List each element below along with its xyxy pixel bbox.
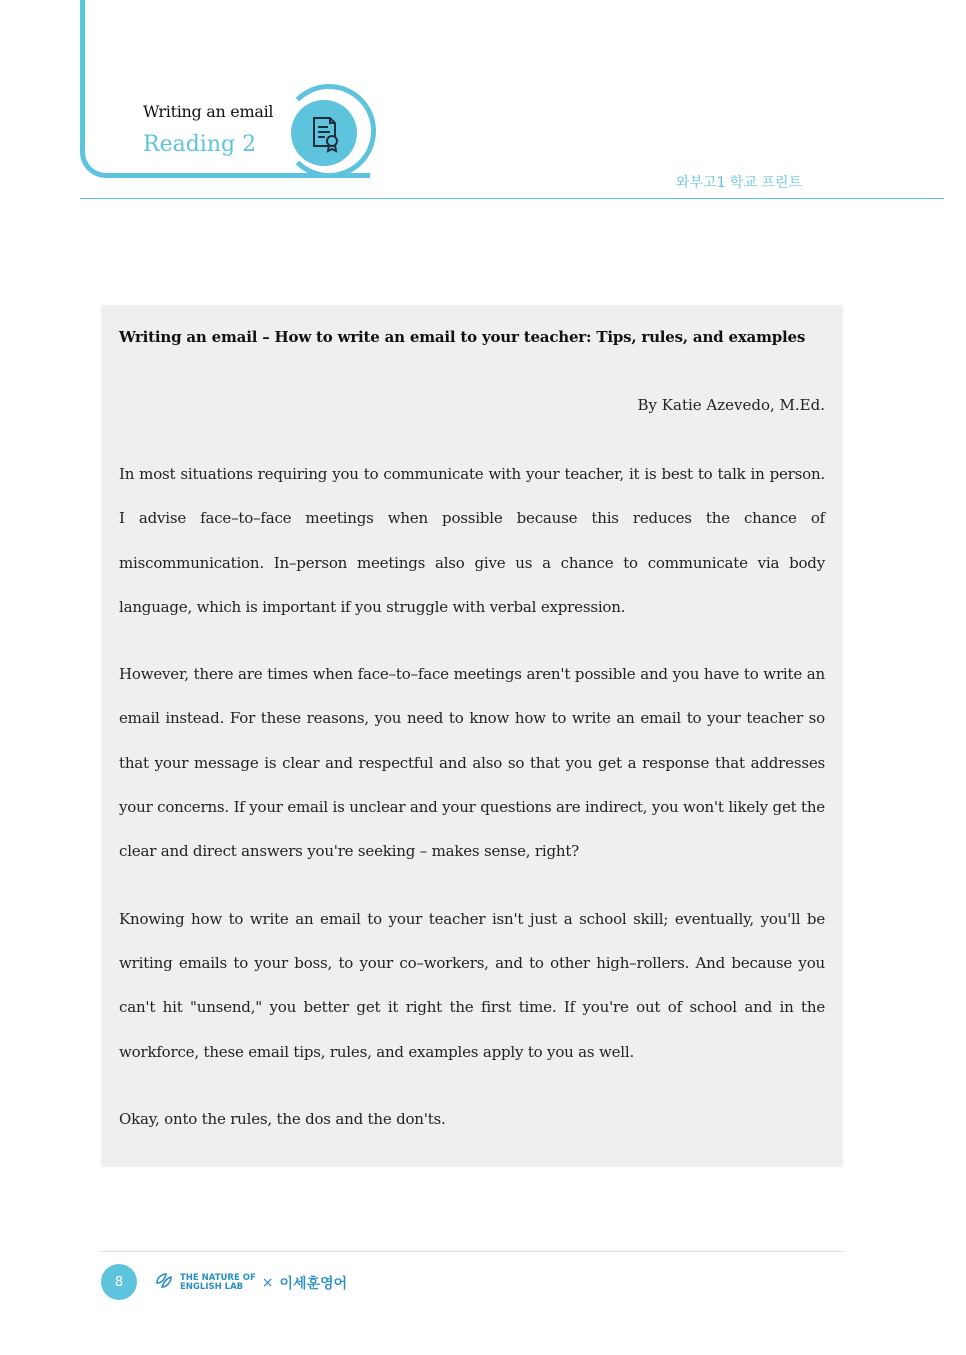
brand-separator: ×: [261, 1275, 274, 1291]
footer-divider: [101, 1251, 843, 1252]
header-title: Reading 2: [143, 132, 257, 157]
article-byline: By Katie Azevedo, M.Ed.: [637, 396, 825, 414]
header-subtitle: Writing an email: [143, 102, 274, 121]
article-panel: [101, 305, 843, 1167]
brand-korean: 이세훈영어: [279, 1276, 348, 1292]
footer-brand: [154, 1271, 347, 1295]
brand-name: [180, 1274, 256, 1292]
article-title: Writing an email – How to write an email to your teacher: Tips, rules, and examples: [119, 328, 806, 346]
leaf-logo-icon: [154, 1271, 174, 1295]
school-label: 와부고1 학교 프린트: [676, 175, 802, 191]
article-paragraph: In most situations requiring you to communicate with your teacher, it is best to talk in person. I advise face–to–face meetings when possible because this reduces the chance of miscommunication. In–person meetings also give us a chance to communicate via body language, which is important if you struggle with verbal expression.: [119, 465, 825, 616]
article-paragraph: Okay, onto the rules, the dos and the don'ts.: [119, 1109, 446, 1128]
document-certificate-icon: [291, 100, 357, 166]
article-paragraph: Knowing how to write an email to your teacher isn't just a school skill; eventually, you'll be writing emails to your boss, to your co–workers, and to other high–rollers. And because you can't hit "unsend," you better get it right the first time. If you're out of school and in the workforce, these email tips, rules, and examples apply to you as well.: [119, 909, 825, 1061]
article-paragraph: However, there are times when face–to–face meetings aren't possible and you have to write an email instead. For these reasons, you need to know how to write an email to your teacher so that your message is clear and respectful and also so that you get a response that addresses your concerns. If your email is unclear and your questions are indirect, you won't likely get the clear and direct answers you're seeking – makes sense, right?: [119, 665, 825, 861]
brand-line-1: THE NATURE OF: [180, 1273, 256, 1283]
page-number: 8: [101, 1264, 137, 1300]
brand-line-2: ENGLISH LAB: [180, 1282, 244, 1292]
header-divider: [80, 198, 944, 199]
